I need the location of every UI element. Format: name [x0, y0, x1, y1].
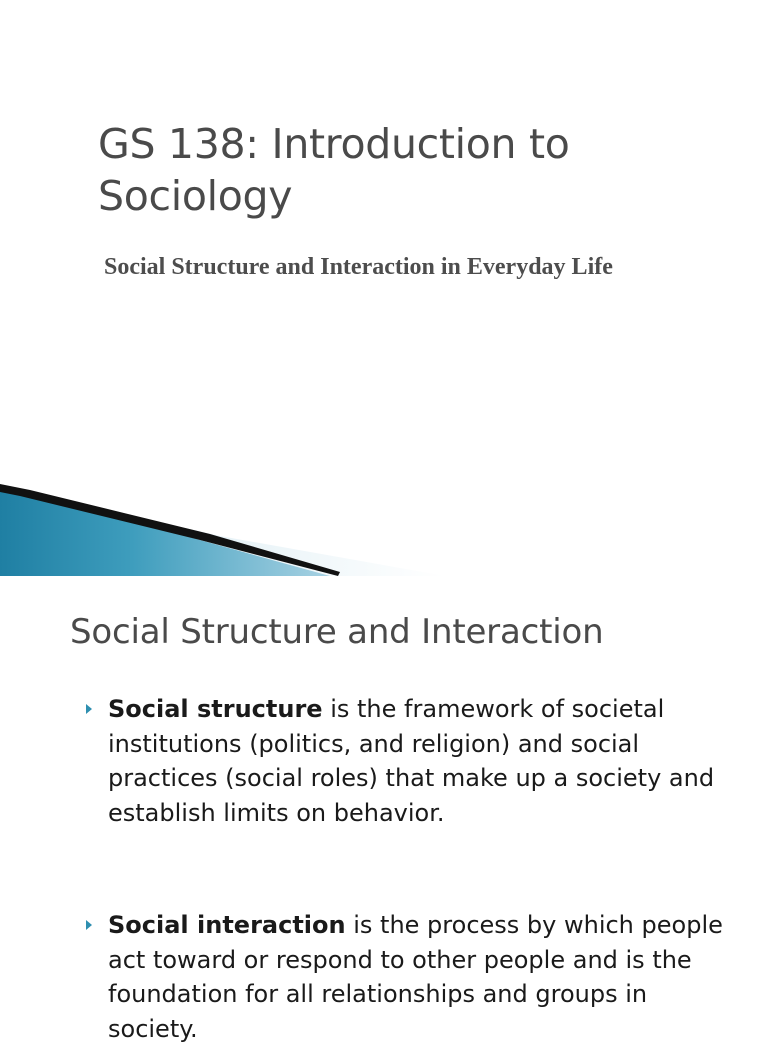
slide-title: GS 138: Introduction to Sociology [98, 120, 570, 220]
bullet-text [108, 692, 726, 830]
triangle-bullet-icon [86, 920, 92, 930]
triangle-bullet-icon [86, 704, 92, 714]
decorative-swoosh [0, 476, 768, 576]
bullet-description: is the framework of societal institutions (politics, and religion) and social practices (social roles) that make up a society and establish limits on behavior. [108, 695, 715, 827]
slide-title: Social Structure and Interaction [70, 612, 604, 652]
bullet-term: Social interaction [108, 911, 346, 939]
bullet-text [108, 908, 726, 1046]
bullet-term: Social structure [108, 695, 323, 723]
bullet-description: is the process by which people act toward or respond to other people and is the foundation for all relationships and groups in society. [108, 911, 723, 1043]
slide-subtitle: Social Structure and Interaction in Everyday Life [104, 254, 613, 280]
content-slide [0, 576, 768, 1043]
bullet-item [86, 692, 726, 830]
bullet-item [86, 908, 726, 1046]
